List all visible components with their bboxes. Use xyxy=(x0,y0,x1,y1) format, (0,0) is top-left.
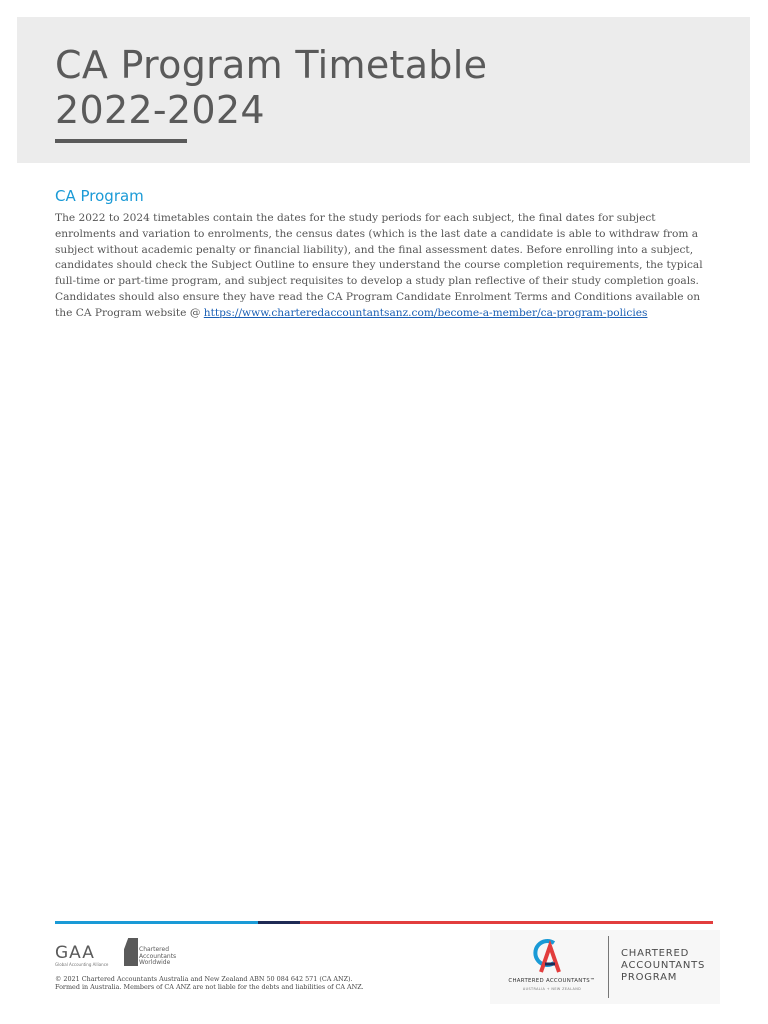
ca-emblem-subtext: AUSTRALIA + NEW ZEALAND xyxy=(522,987,582,991)
legal-notice xyxy=(55,975,455,991)
chartered-accountants-worldwide-logo xyxy=(124,938,184,970)
gaa-logo-text: GAA xyxy=(55,943,95,963)
ca-emblem-icon xyxy=(530,936,564,974)
gaa-logo xyxy=(55,944,115,970)
title-underline xyxy=(55,139,187,143)
footer-rule-blue xyxy=(55,921,258,924)
legal-line-2: Formed in Australia. Members of CA ANZ are not liable for the debts and liabilities of CA ANZ. xyxy=(55,983,364,991)
ca-emblem-text: CHARTERED ACCOUNTANTS™ xyxy=(508,978,596,984)
title-line-2: 2022-2024 xyxy=(55,88,265,132)
intro-paragraph xyxy=(55,211,715,322)
ca-program-logo xyxy=(490,930,720,1004)
program-line-3: PROGRAM xyxy=(621,972,678,983)
program-line-2: ACCOUNTANTS xyxy=(621,960,706,971)
legal-line-1: © 2021 Chartered Accountants Australia and New Zealand ABN 50 084 642 571 (CA ANZ). xyxy=(55,975,353,983)
caw-logo-mark xyxy=(124,938,138,966)
section-heading: CA Program xyxy=(55,187,144,205)
page-title xyxy=(55,43,487,133)
header-banner xyxy=(17,17,750,163)
title-line-1: CA Program Timetable xyxy=(55,43,488,87)
caw-logo-text: Chartered Accountants Worldwide xyxy=(139,946,177,966)
program-line-1: CHARTERED xyxy=(621,948,690,959)
gaa-logo-subtext: Global Accounting Alliance xyxy=(55,962,109,967)
footer-rule-navy xyxy=(258,921,300,924)
intro-body-text: The 2022 to 2024 timetables contain the dates for the study periods for each subject, the final dates for subject enrolments and variation to enrolments, the census dates (which is the last date a candidate is able to withdraw from a subject without academic penalty or financial liability), and the final assessment dates. Before enrolling into a subject, candidates should check the Subject Outline to ensure they understand the course completion requirements, the typical full-time or part-time program, and subject requisites to develop a study plan reflective of their study completion goals. Candidates should also ensure they have read the CA Program Candidate Enrolment Terms and Conditions available on the CA Program website @ xyxy=(55,212,703,319)
ca-program-policies-link[interactable]: https://www.charteredaccountantsanz.com/become-a-member/ca-program-policies xyxy=(203,306,648,319)
footer-rule-red xyxy=(300,921,713,924)
ca-logo-divider xyxy=(608,936,609,998)
program-wordmark xyxy=(621,948,721,984)
